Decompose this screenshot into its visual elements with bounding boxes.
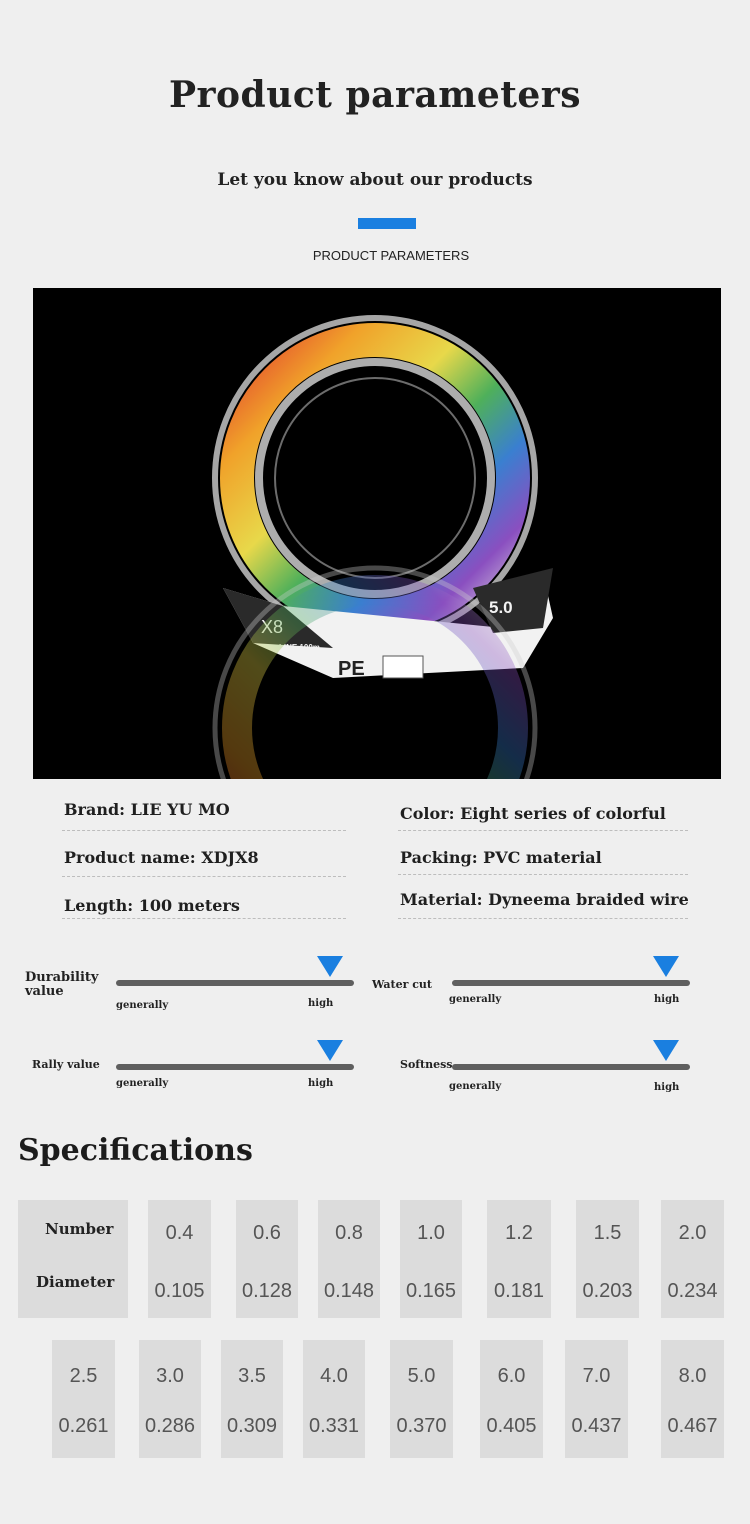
spec-diameter: 0.181 (493, 1280, 545, 1302)
divider (398, 830, 688, 831)
spec-number: 2.5 (69, 1365, 98, 1387)
spec-number: 5.0 (407, 1365, 436, 1387)
spec-number: 2.0 (678, 1222, 707, 1244)
spec-card (303, 1340, 365, 1458)
slider-high-rally: high (308, 1078, 334, 1089)
spool-label-pe: PE (338, 658, 365, 680)
spec-number: 6.0 (497, 1365, 526, 1387)
slider-high-water-cut: high (654, 994, 680, 1005)
divider (62, 830, 346, 831)
spec-diameter: 0.148 (323, 1280, 375, 1302)
slider-marker-softness (653, 1040, 679, 1061)
spec-header-card (18, 1200, 128, 1318)
slider-high-durability: high (308, 998, 334, 1009)
slider-track-water-cut (452, 980, 690, 986)
slider-track-rally (116, 1064, 354, 1070)
slider-label-water-cut: Water cut (372, 978, 433, 991)
page-subtitle: Let you know about our products (217, 170, 533, 190)
spec-header-diameter: Diameter (36, 1273, 115, 1291)
param-material: Material: Dyneema braided wire (400, 890, 689, 909)
slider-low-water-cut: generally (449, 994, 502, 1005)
slider-label-rally: Rally value (32, 1058, 100, 1071)
spec-number: 0.4 (165, 1222, 194, 1244)
spec-diameter: 0.405 (486, 1415, 537, 1437)
param-packing: Packing: PVC material (400, 848, 602, 867)
spec-number: 1.5 (593, 1222, 622, 1244)
slider-high-softness: high (654, 1082, 680, 1093)
spec-number: 7.0 (582, 1365, 611, 1387)
divider (398, 918, 688, 919)
spec-diameter: 0.105 (154, 1280, 205, 1302)
spec-card (318, 1200, 380, 1318)
spec-card (221, 1340, 283, 1458)
slider-low-durability: generally (116, 1000, 169, 1011)
spec-card (661, 1200, 724, 1318)
param-length: Length: 100 meters (64, 896, 240, 915)
spool-label-size: 5.0 (489, 598, 513, 617)
slider-marker-durability (317, 956, 343, 977)
spec-diameter: 0.370 (396, 1415, 447, 1437)
spec-diameter: 0.203 (582, 1280, 633, 1302)
spec-card (400, 1200, 462, 1318)
divider (398, 874, 688, 875)
page-title: Product parameters (168, 74, 582, 116)
divider (62, 918, 346, 919)
spec-card (565, 1340, 628, 1458)
spec-number: 0.6 (253, 1222, 281, 1244)
spec-diameter: 0.309 (226, 1415, 278, 1437)
product-image (33, 288, 721, 779)
spec-card (487, 1200, 551, 1318)
spec-card (576, 1200, 639, 1318)
slider-low-rally: generally (116, 1078, 169, 1089)
spec-number: 3.0 (156, 1365, 184, 1387)
spec-diameter: 0.437 (571, 1415, 622, 1437)
spec-diameter: 0.261 (58, 1415, 109, 1437)
spec-number: 1.2 (505, 1222, 533, 1244)
slider-marker-rally (317, 1040, 343, 1061)
spec-number: 3.5 (238, 1365, 266, 1387)
spec-card (52, 1340, 115, 1458)
spec-diameter: 0.165 (405, 1280, 457, 1302)
spec-card (480, 1340, 543, 1458)
spool-label-x8: X8 (261, 617, 284, 637)
spec-number: 8.0 (678, 1365, 707, 1387)
spec-card (148, 1200, 211, 1318)
param-product-name: Product name: XDJX8 (64, 848, 259, 867)
spec-diameter: 0.331 (308, 1415, 360, 1437)
slider-track-softness (452, 1064, 690, 1070)
slider-marker-water-cut (653, 956, 679, 977)
slider-label-softness: Softness (400, 1058, 453, 1071)
spool-label-line: LINE 100m (279, 643, 320, 652)
slider-low-softness: generally (449, 1081, 502, 1092)
spec-diameter: 0.128 (241, 1280, 293, 1302)
spec-card (236, 1200, 298, 1318)
slider-label-durability: Durability value (25, 970, 99, 999)
spec-number: 0.8 (335, 1222, 363, 1244)
slider-track-durability (116, 980, 354, 986)
param-color: Color: Eight series of colorful (400, 804, 666, 823)
accent-bar (358, 218, 416, 229)
spec-diameter: 0.234 (667, 1280, 718, 1302)
spec-number: 1.0 (417, 1222, 445, 1244)
fishing-line-spool-illustration (33, 288, 721, 779)
spec-diameter: 0.286 (144, 1415, 196, 1437)
spec-header-number: Number (45, 1220, 114, 1238)
spec-card (390, 1340, 453, 1458)
param-brand: Brand: LIE YU MO (64, 800, 230, 819)
spec-card (139, 1340, 201, 1458)
section-label: PRODUCT PARAMETERS (312, 248, 470, 263)
spec-number: 4.0 (320, 1365, 348, 1387)
spec-card (661, 1340, 724, 1458)
spec-diameter: 0.467 (667, 1415, 718, 1437)
specifications-title: Specifications (18, 1133, 253, 1168)
divider (62, 876, 346, 877)
